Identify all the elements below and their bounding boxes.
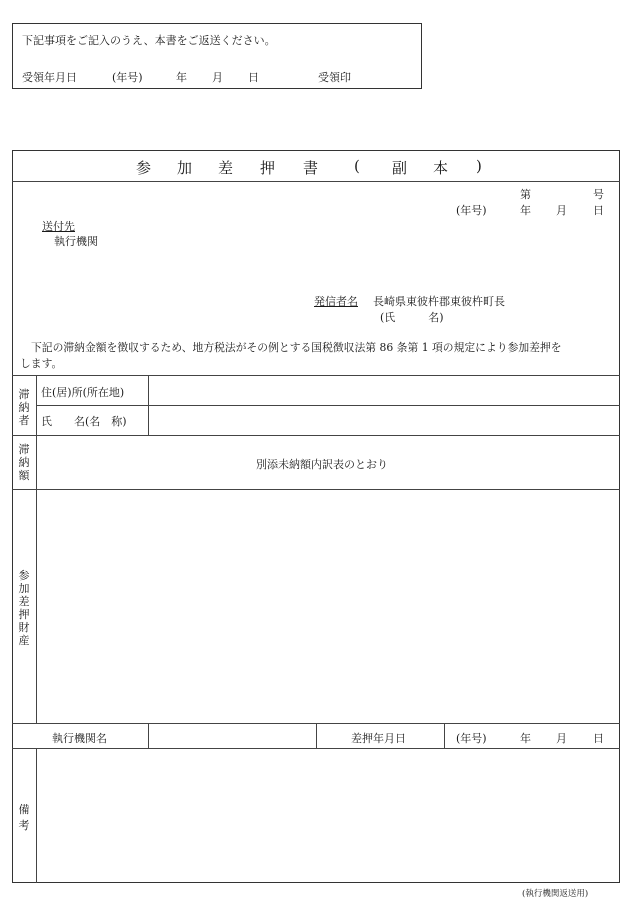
doc-month-field[interactable]: 月 xyxy=(556,204,567,217)
addressee-label: 送付先 xyxy=(42,220,75,233)
seizure-label-right-divider xyxy=(444,723,445,748)
receipt-day-field[interactable]: 日 xyxy=(248,71,259,84)
receipt-instruction: 下記事項をご記入のうえ、本書をご返送ください。 xyxy=(22,34,276,47)
remarks-label-column-line xyxy=(36,748,37,883)
sender-label: 発信者名 xyxy=(314,295,358,308)
delinquent-label: 滞 納 者 xyxy=(18,388,30,427)
receipt-year-field[interactable]: 年 xyxy=(176,71,187,84)
body-text-line2: します。 xyxy=(20,357,63,370)
doc-number-dai[interactable]: 第 xyxy=(520,188,531,201)
remarks-field[interactable] xyxy=(38,750,618,881)
seizure-date-label: 差押年月日 xyxy=(351,732,406,745)
agency-label-divider xyxy=(148,723,149,748)
seizure-label-left-divider xyxy=(316,723,317,748)
name-field[interactable] xyxy=(150,407,618,434)
property-label: 参 加 差 押 財 産 xyxy=(18,569,30,647)
sender-value: 長崎県東彼杵郡東彼杵町長 xyxy=(373,295,505,308)
address-row-divider xyxy=(36,405,620,406)
seizure-year-field[interactable]: 年 xyxy=(520,732,531,745)
body-text-line1: 下記の滞納金額を徴収するため、地方税法がその例とする国税徴収法第 86 条第 1 項の規定により参加差押を xyxy=(31,341,562,354)
remarks-label: 備 考 xyxy=(18,803,30,832)
agency-row-divider xyxy=(12,748,620,749)
receipt-seal-label: 受領印 xyxy=(318,71,351,84)
title-divider xyxy=(12,181,620,182)
amount-text: 別添未納額内訳表のとおり xyxy=(256,458,388,471)
name-label: 氏 名(名 称) xyxy=(41,415,127,428)
doc-era-field[interactable]: (年号) xyxy=(456,204,487,217)
agency-name-label: 執行機関名 xyxy=(52,732,107,745)
address-label: 住(居)所(所在地) xyxy=(41,386,125,399)
receipt-month-field[interactable]: 月 xyxy=(212,71,223,84)
amount-row-divider xyxy=(12,489,620,490)
form-title xyxy=(12,150,620,181)
title-char: 加 xyxy=(177,159,193,177)
left-label-column-line xyxy=(36,375,37,723)
title-char: 押 xyxy=(260,159,276,177)
name-row-divider xyxy=(12,435,620,436)
amount-label: 滞 納 額 xyxy=(18,443,30,482)
receipt-date-label: 受領年月日 xyxy=(22,71,77,84)
footer-note: (執行機関返送用) xyxy=(522,889,589,899)
seizure-month-field[interactable]: 月 xyxy=(556,732,567,745)
receipt-era-field[interactable]: (年号) xyxy=(112,71,143,84)
title-char: 参 xyxy=(136,159,152,177)
agency-name-field[interactable] xyxy=(150,725,314,746)
title-char: 書 xyxy=(303,159,319,177)
title-char: ( xyxy=(354,157,360,175)
title-char: ) xyxy=(476,157,482,175)
body-divider xyxy=(12,375,620,376)
doc-year-field[interactable]: 年 xyxy=(520,204,531,217)
title-char: 本 xyxy=(433,159,449,177)
doc-day-field[interactable]: 日 xyxy=(593,204,604,217)
doc-number-go[interactable]: 号 xyxy=(593,188,604,201)
seizure-day-field[interactable]: 日 xyxy=(593,732,604,745)
title-char: 差 xyxy=(218,159,234,177)
sender-name-field[interactable]: (氏 名) xyxy=(380,311,444,324)
addressee-value: 執行機関 xyxy=(54,235,98,248)
title-char: 副 xyxy=(392,159,408,177)
property-field[interactable] xyxy=(38,491,618,721)
seizure-era-field[interactable]: (年号) xyxy=(456,732,487,745)
address-field[interactable] xyxy=(150,377,618,404)
